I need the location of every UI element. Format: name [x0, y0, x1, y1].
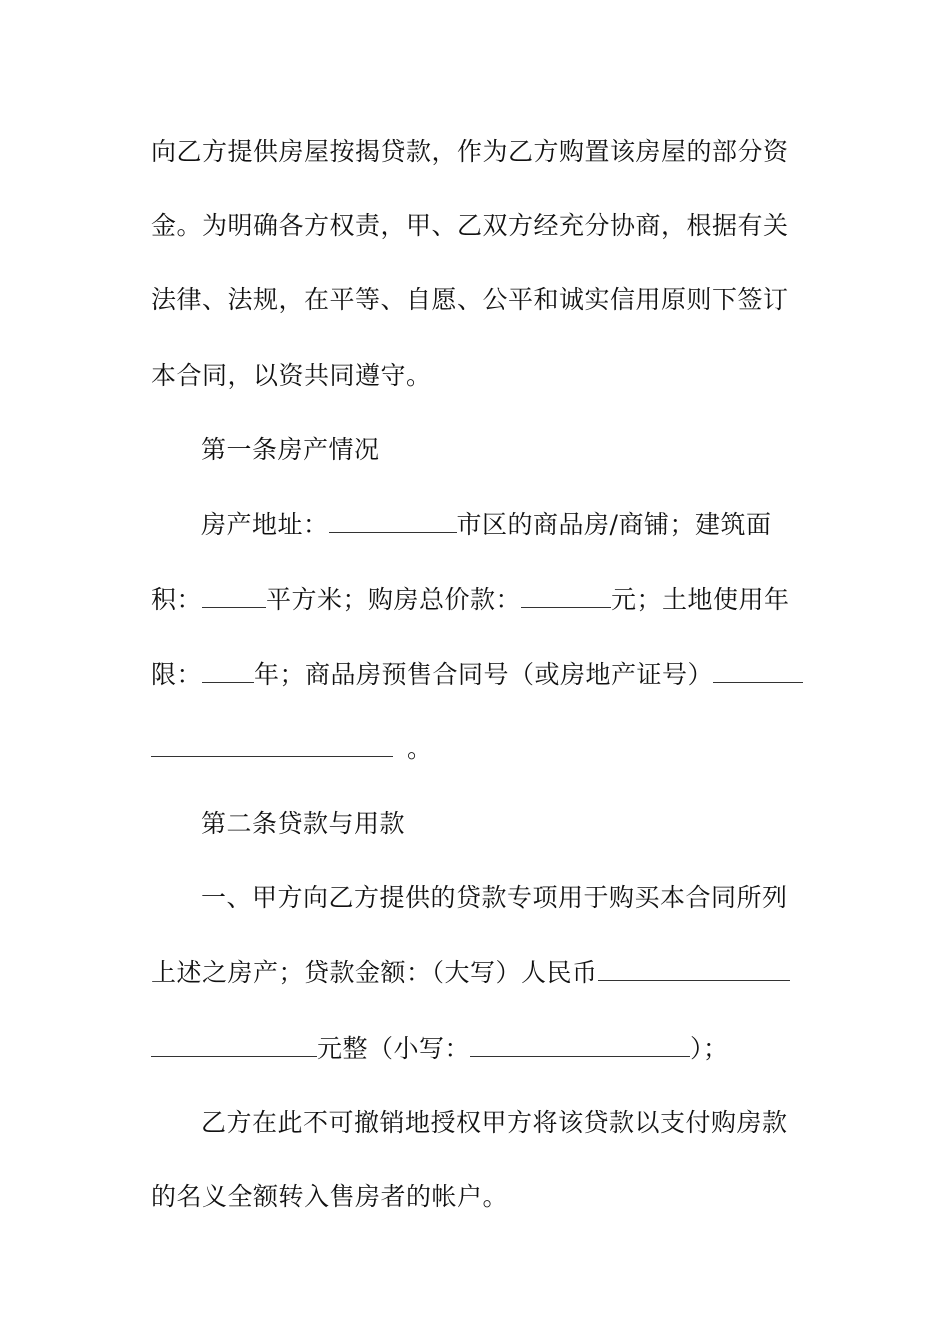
label-amount-lowercase: 元整（小写：	[317, 1034, 471, 1063]
intro-line-2: 金。为明确各方权责，甲、乙双方经充分协商，根据有关	[151, 211, 789, 240]
blank-price	[521, 585, 611, 608]
loan-amount-line-2	[151, 1034, 729, 1064]
label-area: 积：	[151, 585, 203, 614]
blank-contract-no	[713, 660, 803, 683]
label-price: 平方米；购房总价款：	[266, 585, 522, 614]
property-address-line	[201, 510, 771, 540]
blank-amount-uppercase-cont	[151, 1034, 317, 1057]
blank-amount-uppercase	[598, 958, 790, 981]
loan-purpose-line-1: 一、甲方向乙方提供的贷款专项用于购买本合同所列	[201, 883, 788, 912]
blank-area	[202, 585, 266, 608]
period: 。	[407, 734, 433, 763]
label-close-paren: ）；	[690, 1034, 729, 1063]
blank-amount-lowercase	[470, 1034, 690, 1057]
blank-contract-no-cont	[151, 734, 393, 757]
label-loan-amount: 上述之房产；贷款金额：（大写）人民币	[151, 958, 598, 987]
authorization-line-2: 的名义全额转入售房者的帐户。	[151, 1182, 509, 1211]
term-contract-line	[151, 660, 803, 690]
authorization-line-1: 乙方在此不可撤销地授权甲方将该贷款以支付购房款	[201, 1108, 788, 1137]
contract-no-continuation	[151, 734, 433, 764]
label-term: 限：	[151, 660, 203, 689]
intro-line-3: 法律、法规，在平等、自愿、公平和诚实信用原则下签订	[151, 285, 789, 314]
area-price-line	[151, 585, 790, 615]
article-2-heading: 第二条贷款与用款	[201, 809, 406, 838]
label-city-area: 市区的商品房/商铺；建筑面	[456, 510, 772, 539]
blank-address	[329, 510, 457, 533]
intro-line-4: 本合同，以资共同遵守。	[151, 361, 432, 390]
article-1-heading: 第一条房产情况	[201, 435, 380, 464]
label-address: 房产地址：	[201, 510, 329, 539]
loan-amount-line	[151, 958, 790, 988]
intro-line-1: 向乙方提供房屋按揭贷款，作为乙方购置该房屋的部分资	[151, 137, 789, 166]
blank-term	[202, 660, 254, 683]
label-land-use: 元；土地使用年	[611, 585, 790, 614]
label-contract-no: 年；商品房预售合同号（或房地产证号）	[254, 660, 714, 689]
